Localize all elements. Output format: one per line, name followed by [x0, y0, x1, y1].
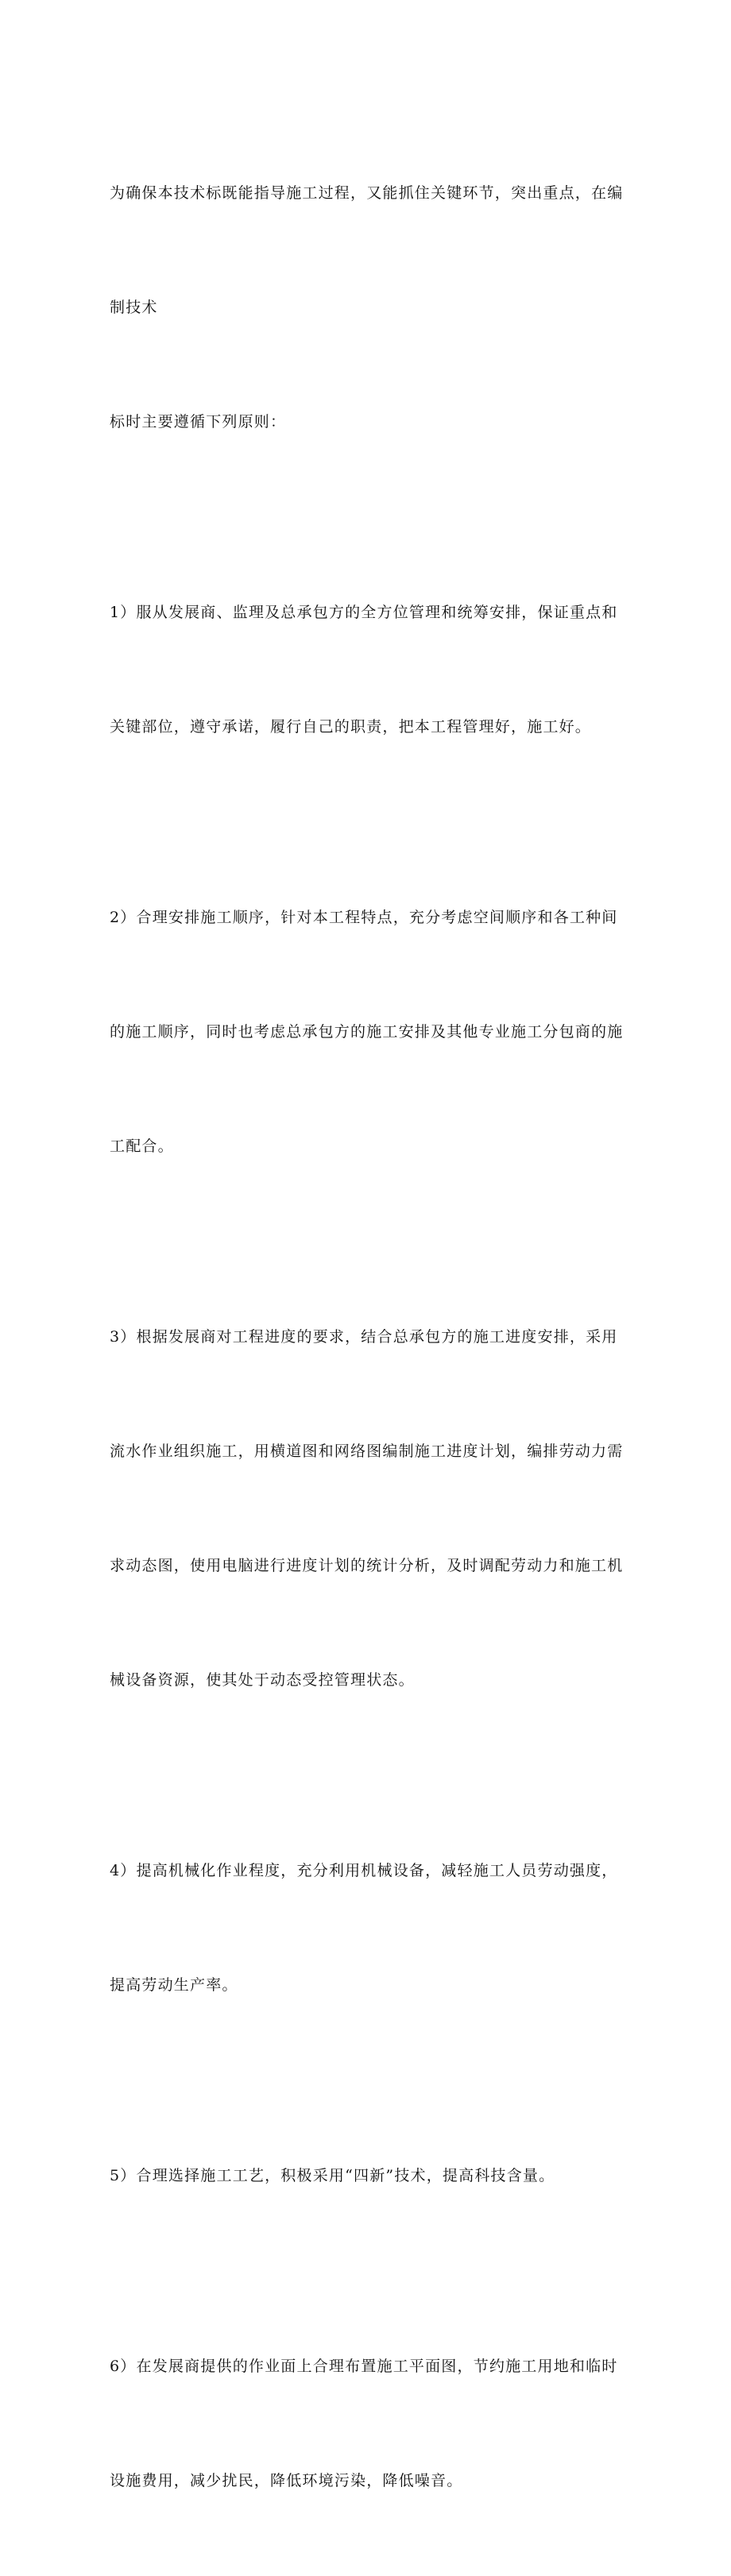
- principle-line: 流水作业组织施工，用横道图和网络图编制施工进度计划，编排劳动力需: [110, 1442, 624, 1460]
- intro-line: 制技术: [110, 299, 158, 316]
- principle-5: [110, 2080, 626, 2271]
- principle-line: 的施工顺序，同时也考虑总承包方的施工安排及其他专业施工分包商的施: [110, 1023, 624, 1041]
- intro-line: 标时主要遵循下列原则：: [110, 413, 287, 431]
- principle-line: 设施费用，减少扰民，降低环境污染，降低噪音。: [110, 2472, 463, 2489]
- principle-1: [110, 517, 626, 822]
- intro-paragraph: [110, 98, 626, 517]
- principle-line: 3）根据发展商对工程进度的要求，结合总承包方的施工进度安排，采用: [110, 1328, 618, 1346]
- principle-3: [110, 1242, 626, 1775]
- principle-4: [110, 1775, 626, 2080]
- intro-line: 为确保本技术标既能指导施工过程，又能抓住关键环节，突出重点，在编: [110, 184, 624, 202]
- principle-line: 5）合理选择施工工艺，积极采用“四新”技术，提高科技含量。: [110, 2167, 555, 2184]
- principle-line: 械设备资源，使其处于动态受控管理状态。: [110, 1671, 415, 1689]
- principle-line: 2）合理安排施工顺序，针对本工程特点，充分考虑空间顺序和各工种间: [110, 909, 618, 926]
- document-body: [110, 98, 626, 2576]
- principle-6: [110, 2271, 626, 2576]
- principle-line: 4）提高机械化作业程度，充分利用机械设备，减轻施工人员劳动强度，: [110, 1862, 618, 1879]
- principle-line: 工配合。: [110, 1137, 174, 1155]
- principle-line: 提高劳动生产率。: [110, 1976, 238, 1994]
- principle-line: 1）服从发展商、监理及总承包方的全方位管理和统筹安排，保证重点和: [110, 604, 618, 621]
- principle-2: [110, 822, 626, 1242]
- principle-line: 关键部位，遵守承诺，履行自己的职责，把本工程管理好，施工好。: [110, 718, 592, 736]
- principle-line: 6）在发展商提供的作业面上合理布置施工平面图，节约施工用地和临时: [110, 2358, 618, 2375]
- principle-line: 求动态图，使用电脑进行进度计划的统计分析，及时调配劳动力和施工机: [110, 1557, 624, 1574]
